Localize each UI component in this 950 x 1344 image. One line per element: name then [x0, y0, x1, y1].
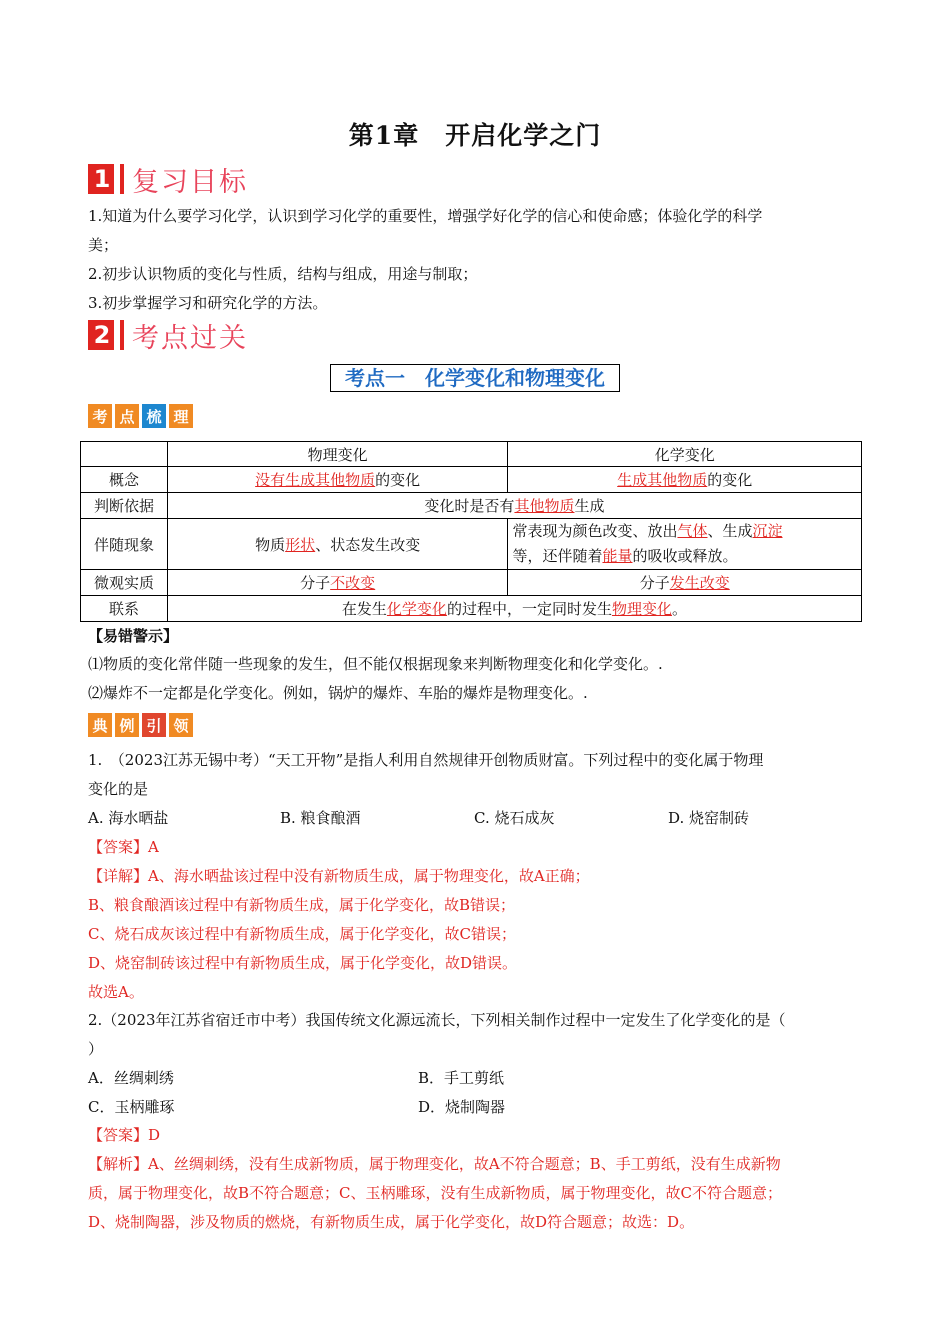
blank-answer: 生成其他物质: [617, 471, 708, 489]
tag-char: 理: [169, 404, 193, 428]
comparison-table: [80, 441, 862, 622]
tag-char: 点: [115, 404, 139, 428]
table-cell: [508, 570, 862, 596]
goal-line: 1.知道为什么要学习化学，认识到学习化学的重要性，增强学好化学的信心和使命感；体验化学的科学: [88, 207, 763, 225]
tag-group-knowledge: [88, 404, 193, 428]
goal-line: 3.初步掌握学习和研究化学的方法。: [88, 294, 328, 312]
table-row: [81, 570, 862, 596]
option-c: C．玉柄雕琢: [88, 1098, 175, 1116]
section-number-badge: 1: [88, 164, 116, 194]
blank-answer: 不改变: [330, 574, 376, 592]
cell-text: 物质: [255, 535, 286, 554]
blank-answer: 能量: [602, 547, 633, 565]
cell-text: 、生成: [707, 522, 753, 540]
cell-text: 的变化: [707, 471, 753, 489]
cell-text: 生成: [574, 497, 605, 515]
cell-text: 的变化: [375, 471, 421, 489]
option-b: B. 粮食酿酒: [280, 809, 361, 827]
section-label: 复习目标: [132, 166, 248, 198]
tag-char: 典: [88, 713, 112, 737]
row-label: 联系: [81, 596, 168, 622]
blank-answer: 没有生成其他物质: [255, 471, 376, 489]
table-row: [81, 519, 862, 570]
question-stem: 1. （2023江苏无锡中考）“天工开物”是指人利用自然规律开创物质财富。下列过程中的变化属于物理: [88, 751, 764, 769]
option-b: B．手工剪纸: [418, 1069, 505, 1087]
checkpoint-title: 考点一 化学变化和物理变化: [330, 364, 620, 392]
warning-line: ⑵爆炸不一定都是化学变化。例如，锅炉的爆炸、车胎的爆炸是物理变化。.: [88, 684, 588, 702]
row-label: 概念: [81, 467, 168, 493]
explanation-line: C、烧石成灰该过程中有新物质生成，属于化学变化，故C错误；: [88, 925, 516, 943]
table-row: [81, 596, 862, 622]
table-cell: [167, 570, 508, 596]
explanation-line: B、粮食酿酒该过程中有新物质生成，属于化学变化，故B错误；: [88, 896, 516, 914]
cell-text: 分子: [639, 574, 670, 592]
tag-char: 梳: [142, 404, 166, 428]
explanation-line: 质，属于物理变化，故B不符合题意；C、玉柄雕琢，没有生成新物质，属于物理变化，故C不符合题意；: [88, 1184, 782, 1202]
blank-answer: 发生改变: [669, 574, 730, 592]
cell-text: 等，还伴随着: [512, 547, 603, 565]
question-stem: 2.（2023年江苏省宿迁市中考）我国传统文化源远流长，下列相关制作过程中一定发生了化学变化的是（: [88, 1011, 786, 1029]
question-options: [88, 1064, 864, 1092]
blank-answer: 其他物质: [514, 497, 575, 515]
cell-text: 常表现为颜色改变、放出: [512, 522, 678, 540]
tag-char: 引: [142, 713, 166, 737]
explanation-line: 【详解】A、海水晒盐该过程中没有新物质生成，属于物理变化，故A正确；: [88, 867, 590, 885]
table-row: [81, 493, 862, 519]
table-cell: [167, 467, 508, 493]
option-d: D. 烧窑制砖: [668, 809, 750, 827]
question-options: [88, 1093, 864, 1121]
section-label: 考点过关: [132, 322, 248, 354]
blank-answer: 物理变化: [611, 600, 672, 618]
goal-line: 2.初步认识物质的变化与性质，结构与组成，用途与制取；: [88, 265, 478, 283]
cell-text: 。: [671, 600, 687, 618]
tag-group-examples: [88, 713, 193, 737]
warning-line: ⑴物质的变化常伴随一些现象的发生，但不能仅根据现象来判断物理变化和化学变化。.: [88, 655, 663, 673]
answer-line: 【答案】D: [88, 1126, 161, 1144]
tag-char: 考: [88, 404, 112, 428]
page-title: 第1章 开启化学之门: [348, 121, 602, 150]
cell-text: 分子: [300, 574, 331, 592]
goal-line: 美；: [88, 236, 119, 254]
table-header: 化学变化: [508, 442, 862, 467]
row-label: 伴随现象: [81, 519, 168, 570]
table-row: [81, 442, 862, 467]
blank-answer: 气体: [677, 522, 708, 540]
row-label: 判断依据: [81, 493, 168, 519]
option-d: D．烧制陶器: [418, 1098, 506, 1116]
table-cell: [167, 519, 508, 570]
row-label: 微观实质: [81, 570, 168, 596]
question-stem: ）: [88, 1040, 104, 1058]
tag-char: 领: [169, 713, 193, 737]
table-cell: [167, 493, 861, 519]
cell-text: 、状态发生改变: [315, 535, 421, 554]
section-header-review-goals: [88, 162, 248, 196]
table-header: 物理变化: [167, 442, 508, 467]
table-cell: [81, 442, 168, 467]
cell-text: 在发生: [341, 600, 387, 618]
explanation-line: D、烧窑制砖该过程中有新物质生成，属于化学变化，故D错误。: [88, 954, 518, 972]
answer-line: 【答案】A: [88, 838, 159, 856]
section-number-badge: 2: [88, 320, 116, 350]
warning-heading: 【易错警示】: [88, 627, 179, 645]
explanation-line: 故选A。: [88, 983, 144, 1001]
explanation-line: D、烧制陶器，涉及物质的燃烧，有新物质生成，属于化学变化，故D符合题意；故选：D。: [88, 1213, 695, 1231]
table-cell: [508, 467, 862, 493]
option-a: A．丝绸刺绣: [88, 1069, 174, 1087]
blank-answer: 沉淀: [752, 522, 783, 540]
question-stem: 变化的是: [88, 780, 149, 798]
option-c: C. 烧石成灰: [474, 809, 555, 827]
table-row: [81, 467, 862, 493]
table-cell: [167, 596, 861, 622]
blank-answer: 化学变化: [386, 600, 447, 618]
option-a: A. 海水晒盐: [88, 809, 169, 827]
cell-text: 变化时是否有: [424, 497, 515, 515]
section-header-checkpoints: [88, 318, 248, 352]
table-cell: [508, 519, 862, 570]
cell-text: 的过程中，一定同时发生: [446, 600, 612, 618]
cell-text: 的吸收或释放。: [632, 547, 738, 565]
explanation-line: 【解析】A、丝绸刺绣，没有生成新物质，属于物理变化，故A不符合题意；B、手工剪纸，没有生成新物: [88, 1155, 781, 1173]
question-options: [88, 804, 864, 832]
blank-answer: 形状: [285, 535, 316, 554]
tag-char: 例: [115, 713, 139, 737]
